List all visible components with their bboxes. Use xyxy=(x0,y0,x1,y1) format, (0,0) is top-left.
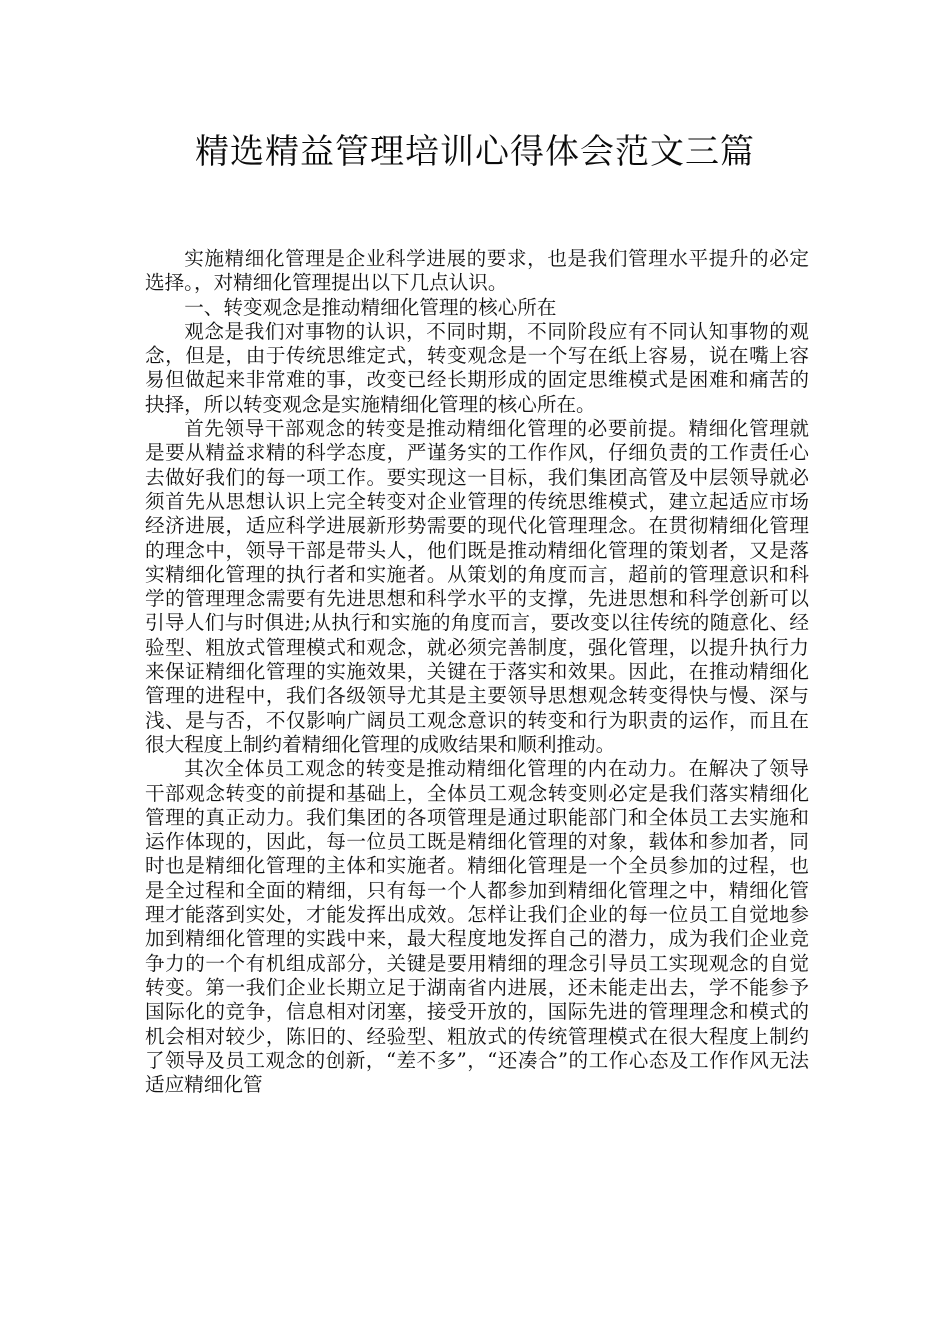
document-body xyxy=(145,247,809,1097)
paragraph-concept: 观念是我们对事物的认识，不同时期，不同阶段应有不同认知事物的观念，但是，由于传统思维定式，转变观念是一个写在纸上容易，说在嘴上容易但做起来非常难的事，改变已经长期形成的固定思维模式是困难和痛苦的抉择，所以转变观念是实施精细化管理的核心所在。 xyxy=(145,319,809,416)
paragraph-leaders: 首先领导干部观念的转变是推动精细化管理的必要前提。精细化管理就是要从精益求精的科学态度，严谨务实的工作作风，仔细负责的工作责任心去做好我们的每一项工作。要实现这一目标，我们集团高管及中层领导就必须首先从思想认识上完全转变对企业管理的传统思维模式，建立起适应市场经济进展，适应科学进展新形势需要的现代化管理理念。在贯彻精细化管理的理念中，领导干部是带头人，他们既是推动精细化管理的策划者，又是落实精细化管理的执行者和实施者。从策划的角度而言，超前的管理意识和科学的管理理念需要有先进思想和科学水平的支撑，先进思想和科学创新可以引导人们与时俱进;从执行和实施的角度而言，要改变以往传统的随意化、经验型、粗放式管理模式和观念，就必须完善制度，强化管理，以提升执行力来保证精细化管理的实施效果，关键在于落实和效果。因此，在推动精细化管理的进程中，我们各级领导尤其是主要领导思想观念转变得快与慢、深与浅、是与否，不仅影响广阔员工观念意识的转变和行为职责的运作，而且在很大程度上制约着精细化管理的成败结果和顺利推动。 xyxy=(145,417,809,756)
paragraph-staff: 其次全体员工观念的转变是推动精细化管理的内在动力。在解决了领导干部观念转变的前提和基础上，全体员工观念转变则必定是我们落实精细化管理的真正动力。我们集团的各项管理是通过职能部门和全体员工去实施和运作体现的，因此，每一位员工既是精细化管理的对象，载体和参加者，同时也是精细化管理的主体和实施者。精细化管理是一个全员参加的过程，也是全过程和全面的精细，只有每一个人都参加到精细化管理之中，精细化管理才能落到实处，才能发挥出成效。怎样让我们企业的每一位员工自觉地参加到精细化管理的实践中来，最大程度地发挥自己的潜力，成为我们企业竞争力的一个有机组成部分，关键是要用精细的理念引导员工实现观念的自觉转变。第一我们企业长期立足于湖南省内进展，还未能走出去，学不能参予国际化的竞争，信息相对闭塞，接受开放的，国际先进的管理理念和模式的机会相对较少，陈旧的、经验型、粗放式的传统管理模式在很大程度上制约了领导及员工观念的创新，“差不多”，“还凑合”的工作心态及工作作风无法适应精细化管 xyxy=(145,757,809,1097)
section-heading-1: 一、转变观念是推动精细化管理的核心所在 xyxy=(184,295,557,319)
paragraph-intro: 实施精细化管理是企业科学进展的要求，也是我们管理水平提升的必定选择。，对精细化管理提出以下几点认识。 xyxy=(145,247,809,295)
document-title: 精选精益管理培训心得体会范文三篇 xyxy=(195,132,755,172)
